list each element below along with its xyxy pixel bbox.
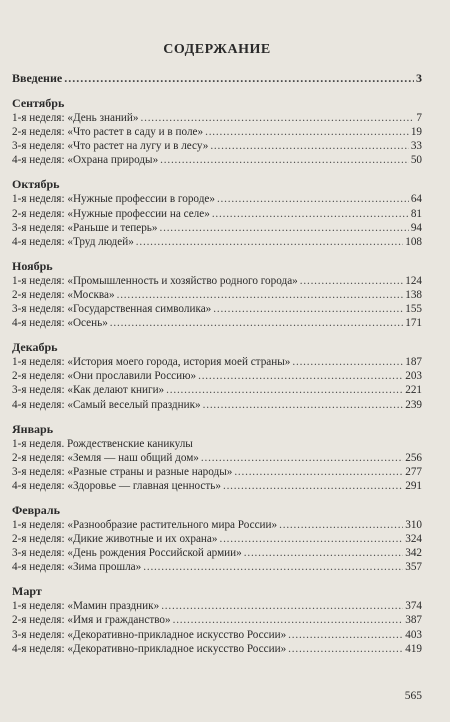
dot-leader [160,221,409,235]
toc-entry-page: 138 [405,288,422,301]
toc-row [12,274,422,288]
toc-entry-page: 50 [410,154,422,167]
dot-leader [205,125,409,139]
toc-section [12,259,422,330]
toc-entry-page: 357 [405,561,422,574]
toc-entry-label: 3-я неделя: «Как делают книги» [12,384,165,397]
dot-leader [161,599,403,613]
toc-entry-page: 419 [405,642,422,655]
toc-entry-label: 2-я неделя: «Земля — наш общий дом» [12,451,199,464]
dot-leader [203,398,404,412]
dot-leader [117,288,404,302]
toc-entry-label: 1-я неделя: «День знаний» [12,112,139,125]
toc-entry-label: 3-я неделя: «Раньше и теперь» [12,221,158,234]
toc-section [12,422,422,493]
toc-row [12,451,422,465]
toc-entry-page: 124 [405,274,422,287]
toc-row [12,302,422,316]
dot-leader [198,369,403,383]
toc-row [12,221,422,235]
dot-leader [217,192,409,206]
toc-entry-label: 1-я неделя: «Промышленность и хозяйство родного города» [12,274,298,287]
toc-entry-page: 81 [410,207,422,220]
toc-entry-page: 7 [416,112,422,125]
toc-row [12,599,422,613]
toc-entry-label: 3-я неделя: «Что растет на лугу и в лесу» [12,140,209,153]
toc-entry-label: 2-я неделя: «Имя и гражданство» [12,614,171,627]
dot-leader [173,613,404,627]
dot-leader [160,153,409,167]
dot-leader [219,532,403,546]
toc-section [12,96,422,167]
toc-entry-label: 1-я неделя: «Мамин праздник» [12,600,160,613]
toc-entry-label: 4-я неделя: «Осень» [12,317,108,330]
toc-entry-label: 2-я неделя: «Нужные профессии на селе» [12,207,210,220]
dot-leader [141,111,415,125]
toc-entry-page: 19 [410,126,422,139]
section-heading: Сентябрь [12,96,65,111]
toc-row [12,192,422,206]
toc-entry-label: 1-я неделя. Рождественские каникулы [12,437,193,450]
toc-entry-label: 2-я неделя: «Дикие животные и их охрана» [12,533,218,546]
section-heading: Октябрь [12,177,60,192]
toc-row [12,139,422,153]
toc-entry-label: 4-я неделя: «Здоровье — главная ценность» [12,479,221,492]
dot-leader [143,560,403,574]
toc-row [12,437,422,451]
toc-row [12,288,422,302]
toc-entry-page: 387 [405,614,422,627]
dot-leader [136,235,403,249]
dot-leader [213,302,403,316]
dot-leader [210,139,409,153]
toc-entry-page: 221 [405,384,422,397]
toc-entry-label: 4-я неделя: «Зима прошла» [12,561,142,574]
toc-entry-page: 187 [405,356,422,369]
toc-section [12,584,422,655]
toc-entry-page: 155 [405,303,422,316]
toc-row-intro [12,71,422,85]
page-title: СОДЕРЖАНИЕ [163,42,271,57]
toc-row [12,355,422,369]
toc-entry-label: 4-я неделя: «Самый веселый праздник» [12,398,201,411]
toc-entry-page: 324 [405,533,422,546]
toc-entry-page: 239 [405,398,422,411]
toc-row [12,153,422,167]
toc-entry-label: 1-я неделя: «История моего города, история моей страны» [12,356,291,369]
toc-section [12,503,422,574]
toc-entry-page: 403 [405,628,422,641]
dot-leader [279,518,403,532]
toc-entry-label: 2-я неделя: «Что растет в саду и в поле» [12,126,204,139]
toc-row [12,642,422,656]
toc-entry-page: 256 [405,451,422,464]
toc-entry-label: 3-я неделя: «Декоративно-прикладное искусство России» [12,628,287,641]
toc-entry-label: 4-я неделя: «Декоративно-прикладное искусство России» [12,642,287,655]
toc-entry-label: 3-я неделя: «День рождения Российской армии» [12,547,242,560]
toc-row [12,560,422,574]
toc-row [12,369,422,383]
toc-row [12,628,422,642]
toc-section [12,340,422,411]
toc-row [12,546,422,560]
toc-entry-page: 33 [410,140,422,153]
section-heading: Январь [12,421,54,436]
dot-leader [234,465,403,479]
dot-leader [166,383,403,397]
section-heading: Декабрь [12,340,58,355]
toc-row [12,383,422,397]
toc-entry-page: 291 [405,479,422,492]
dot-leader [292,355,403,369]
page-number: 565 [404,690,422,702]
dot-leader [64,71,414,85]
toc-entry-page: 108 [405,235,422,248]
toc-row [12,613,422,627]
dot-leader [201,451,403,465]
toc-entry-label: 1-я неделя: «Нужные профессии в городе» [12,193,215,206]
dot-leader [288,642,403,656]
dot-leader [212,207,409,221]
toc-entry-page: 342 [405,547,422,560]
toc-row [12,125,422,139]
toc-entry-page: 94 [410,221,422,234]
toc-row [12,207,422,221]
toc-entry-page: 64 [410,193,422,206]
toc-row [12,518,422,532]
toc-entry-label: 3-я неделя: «Государственная символика» [12,303,212,316]
toc-row [12,398,422,412]
toc-entry-label: Введение [12,71,63,85]
toc-entry-page: 277 [405,465,422,478]
section-heading: Ноябрь [12,258,53,273]
dot-leader [110,316,403,330]
section-heading: Февраль [12,502,60,517]
toc-sections [12,96,422,656]
toc-row [12,465,422,479]
toc-section [12,177,422,248]
dot-leader [300,274,403,288]
toc-row [12,316,422,330]
toc-entry-label: 2-я неделя: «Они прославили Россию» [12,370,197,383]
dot-leader [244,546,403,560]
dot-leader [223,479,403,493]
toc-entry-label: 4-я неделя: «Охрана природы» [12,154,159,167]
toc-entry-label: 3-я неделя: «Разные страны и разные народы» [12,465,233,478]
toc-row [12,532,422,546]
toc-entry-page: 171 [405,317,422,330]
toc-row [12,479,422,493]
section-heading: Март [12,584,42,599]
toc-entry-label: 2-я неделя: «Москва» [12,288,115,301]
toc-row [12,235,422,249]
toc-entry-page: 3 [416,71,422,85]
toc-row [12,111,422,125]
toc-entry-page: 374 [405,600,422,613]
dot-leader [288,628,403,642]
toc-entry-label: 4-я неделя: «Труд людей» [12,235,134,248]
toc-entry-label: 1-я неделя: «Разнообразие растительного мира России» [12,518,278,531]
toc-entry-page: 310 [405,518,422,531]
toc-entry-page: 203 [405,370,422,383]
